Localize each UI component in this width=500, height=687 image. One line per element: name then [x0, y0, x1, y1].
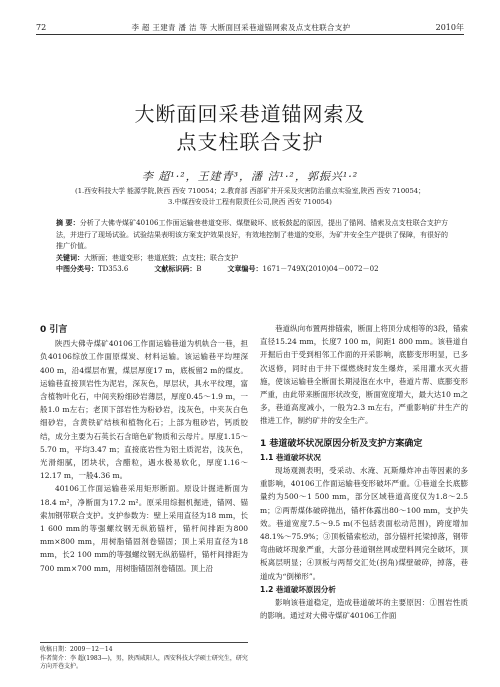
- affiliation-line-1: (1.西安科技大学 能源学院,陕西 西安 710054；2.教育部 西部矿井开采及灾害防治重点实验室,陕西 西安 710054；: [75, 187, 425, 195]
- running-title: 李 超 王建青 潘 洁 等 大断面回采巷道锚网索及点支柱联合支护: [131, 22, 351, 32]
- section-1-heading: 1 巷道破坏状况原因分析及支护方案确定: [260, 438, 423, 449]
- keywords-label: 关键词：: [56, 253, 84, 262]
- title-line-1: 大断面回采巷道锚网索及: [134, 102, 366, 126]
- keywords-text: 大断面；巷道变形；巷道底鼓；点支柱；联合支护: [84, 253, 238, 262]
- subsection-1-1-heading: 1.1 巷道破坏状况: [260, 452, 321, 462]
- affiliation-line-2: 3.中煤西安设计工程有限责任公司,陕西 西安 710054): [168, 198, 332, 206]
- subsection-1-1-paragraph: 现场观测表明，受采动、水淹、瓦斯爆炸冲击等因素的多重影响，40106工作面运输巷变形破坏严重。①巷道全长底膨量约为500～1 500 mm，部分区域巷道高度仅为1.8～2.5 m；②两帮煤体破碎抛出，锚杆体露出80～100 mm，支护失效。巷道宽度7.5～9.5 m(不包括表面松动范围)，跨度增加48.1%～75.9%；③顶板锚索松动，部分锚杆托梁掉落，钢带弯曲破坏现象严重，大部分巷道钢丝网或塑料网完全破坏，顶板离层明显；④顶板与两帮交汇处(拐角)煤壁破碎，掉落，巷道成为“倒梯形”。: [260, 466, 468, 581]
- paper-title: [0, 100, 500, 156]
- affiliations: [60, 186, 440, 208]
- title-line-2: 点支柱联合支护: [176, 130, 324, 154]
- running-header: [36, 20, 464, 35]
- doc-code-value: B: [196, 265, 202, 273]
- abstract-text: 分析了大佛寺煤矿40106工作面运输巷巷道变形、煤壁破坏、底板鼓起的原因，提出了锚网、锚索及点支柱联合支护方法，并进行了现场试验。试验结果表明该方案支护效果良好，有效地控制了巷道的变形，为矿井安全生产提供了保障，有很好的推广价值。: [56, 219, 448, 250]
- abstract-paragraph: [56, 218, 448, 253]
- clc-value: TD353.6: [98, 265, 129, 273]
- abstract-label: 摘 要：: [56, 219, 80, 227]
- left-column: [40, 324, 248, 575]
- section-introduction-heading: 0 引言: [40, 325, 68, 335]
- author-list: 李 超¹·²，王建青³，潘 洁¹·²，郭振兴¹·²: [141, 170, 359, 183]
- classification-line: [56, 264, 448, 276]
- page-number: 72: [36, 22, 47, 32]
- article-number-value: 1671－749X(2010)04－0072－02: [262, 265, 379, 273]
- author-bio: 作者简介：李 超(1983—)，男，陕西咸阳人，西安科技大学硕士研究生，研究方向开巷支护。: [40, 654, 248, 670]
- abstract-block: [56, 218, 448, 276]
- keywords-line: [56, 253, 448, 265]
- subsection-1-2-paragraph: 影响该巷道稳定，造成巷道破坏的主要原因：①围岩性质的影响。通过对大佛寺煤矿40106工作面: [260, 598, 468, 621]
- clc-field: 中图分类号：TD353.6: [56, 265, 129, 273]
- intro-paragraph-1: 陕西大佛寺煤矿40106工作面运输巷道为机轨合一巷，担负40106综放工作面原煤炭、材料运输。该运输巷平均埋深400 m，沿4煤层布置，煤层厚度17 m，底板留2 m的煤皮。运输巷直接顶岩性为泥岩，深灰色，厚层状，具水平纹理，富含植物叶化石，中间夹粉细砂岩薄层，厚度0.45～1.9 m，一般1.0 m左右；老顶下部岩性为粉砂岩，浅灰色，中夹灰白色细砂岩，含黄铁矿结核和植物化石；上部为粗砂岩，钙质胶结，成分主要为石英长石含暗色矿物质和云母片。厚度1.15～5.70 m，平均3.47 m；直接底岩性为铝土质泥岩，浅灰色，光滑细腻，团块状，含醋粒，遇水极易软化，厚度1.16～12.17 m，一般4.36 m。: [40, 339, 248, 481]
- continued-paragraph: 巷道纵向布置两排锚索，断面上将顶分成相等的3段，锚索直径15.24 mm，长度7 100 m，间距1 800 mm。该巷道自开掘后由于受到相邻工作面的开采影响，底膨变形明显，已多次返修，同时由于井下煤燃烧时发生爆炸，采用灌水灭火措施，使该运输巷全断面长期浸泡在水中，巷道片帮、底膨变形严重，由此带来断面形状改变，断面宽度增大，最大达10 m之多，巷道高度减小，一般为2.3 m左右，严重影响矿井生产的推进工作，制约矿井的安全生产。: [260, 324, 468, 426]
- article-number-field: 文章编号：1671－749X(2010)04－0072－02: [227, 265, 379, 273]
- intro-paragraph-2: 40106工作面运输巷采用矩形断面。原设计掘进断面为18.4 m²，净断面为17.2 m²。原采用综掘机掘进，锚网、锚索加钢带联合支护。支护参数为：壁上采用直径为18 mm，长1 600 mm的等强螺纹钢无纵筋锚杆，锚杆间排距为800 mm×800 mm，用树脂锚固剂卷锚固；顶上采用直径为18 mm，长2 100 mm的等强螺纹钢无纵筋锚杆，锚杆间排距为700 mm×700 mm，用树脂锚固剂卷锚固。顶上沿: [40, 484, 248, 573]
- right-column: [260, 322, 468, 622]
- footnote: [40, 642, 248, 672]
- subsection-1-2-heading: 1.2 巷道破坏原因分析: [260, 584, 336, 594]
- doc-code-field: 文献标识码：B: [154, 265, 202, 273]
- received-date: 收稿日期：2009－12－14: [40, 646, 113, 653]
- journal-year: 2010年: [435, 22, 464, 32]
